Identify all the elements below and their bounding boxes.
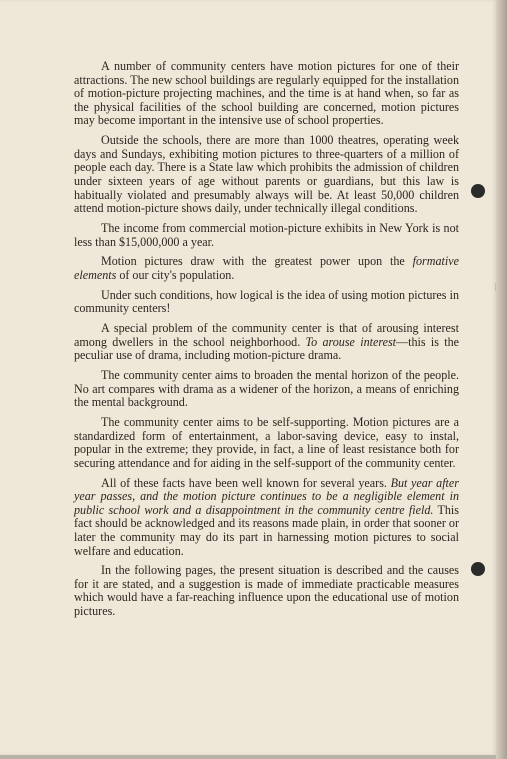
paragraph	[74, 60, 459, 128]
italic-text: formative elements	[74, 254, 459, 282]
text-run: The community center aims to be self-supporting. Motion pictures are a standardized form of entertainment, a labor-saving device, easy to instal, popular in the extreme; they provide, in fact, a line of least resistance both for securing attendance and for aiding in the self-support of the community center.	[74, 414, 459, 470]
text-run: A number of community centers have motion pictures for one of their attractions. The new school buildings are regularly equipped for the installation of motion-picture projecting machines, and the time is at hand when, so far as the physical facilities of the school building are concerned, motion pictures may become important in the intensive use of school properties.	[74, 59, 459, 128]
text-run: The community center aims to broaden the mental horizon of the people. No art compares with drama as a widener of the horizon, a means of enriching the mental background.	[74, 368, 459, 410]
text-run: This fact should be acknowledged and its reasons made plain, in order that sooner or later the community may do its part in harnessing motion pictures to social welfare and education.	[74, 502, 459, 558]
paragraph	[74, 416, 459, 470]
binding-hole-bottom	[471, 562, 485, 576]
paragraph	[74, 564, 459, 618]
body-text	[74, 60, 459, 625]
text-run: —this is the peculiar use of drama, including motion-picture drama.	[74, 334, 459, 363]
paragraph	[74, 369, 459, 410]
text-run: All of these facts have been well known for several years.	[101, 475, 391, 490]
text-run: Under such conditions, how logical is the idea of using motion pictures in community centers!	[74, 287, 459, 316]
paragraph	[74, 255, 459, 282]
paragraph	[74, 134, 459, 216]
italic-text: But year after year passes, and the motion picture continues to be a negligible element in public school work and a disappointment in the community centre field.	[74, 475, 459, 517]
paragraph	[74, 477, 459, 559]
text-run: Outside the schools, there are more than 1000 theatres, operating week days and Sundays, exhibiting motion pictures to three-quarters of a million of people each day. There is a State law which prohibits the admission of children under sixteen years of age without parents or guardians, but this law is habitually violated and presumably always will be. At least 50,000 children attend motion-picture shows daily, under technically illegal conditions.	[74, 133, 459, 216]
page-edge	[496, 0, 507, 759]
text-run: of our city's population.	[116, 267, 235, 282]
text-run: A special problem of the community center is that of arousing interest among dwellers in the school neighborhood.	[74, 321, 459, 349]
text-run: In the following pages, the present situation is described and the causes for it are stated, and a suggestion is made of immediate practicable measures which would have a far-reaching influence upon the educational use of motion pictures.	[74, 563, 459, 619]
text-run: The income from commercial motion-picture exhibits in New York is not less than $15,000,000 a year.	[74, 220, 459, 249]
text-run: Motion pictures draw with the greatest power upon the	[101, 254, 413, 269]
italic-text: To arouse interest	[305, 334, 397, 349]
binding-hole-top	[471, 184, 485, 198]
paragraph	[74, 289, 459, 316]
paragraph	[74, 222, 459, 249]
paragraph	[74, 322, 459, 363]
